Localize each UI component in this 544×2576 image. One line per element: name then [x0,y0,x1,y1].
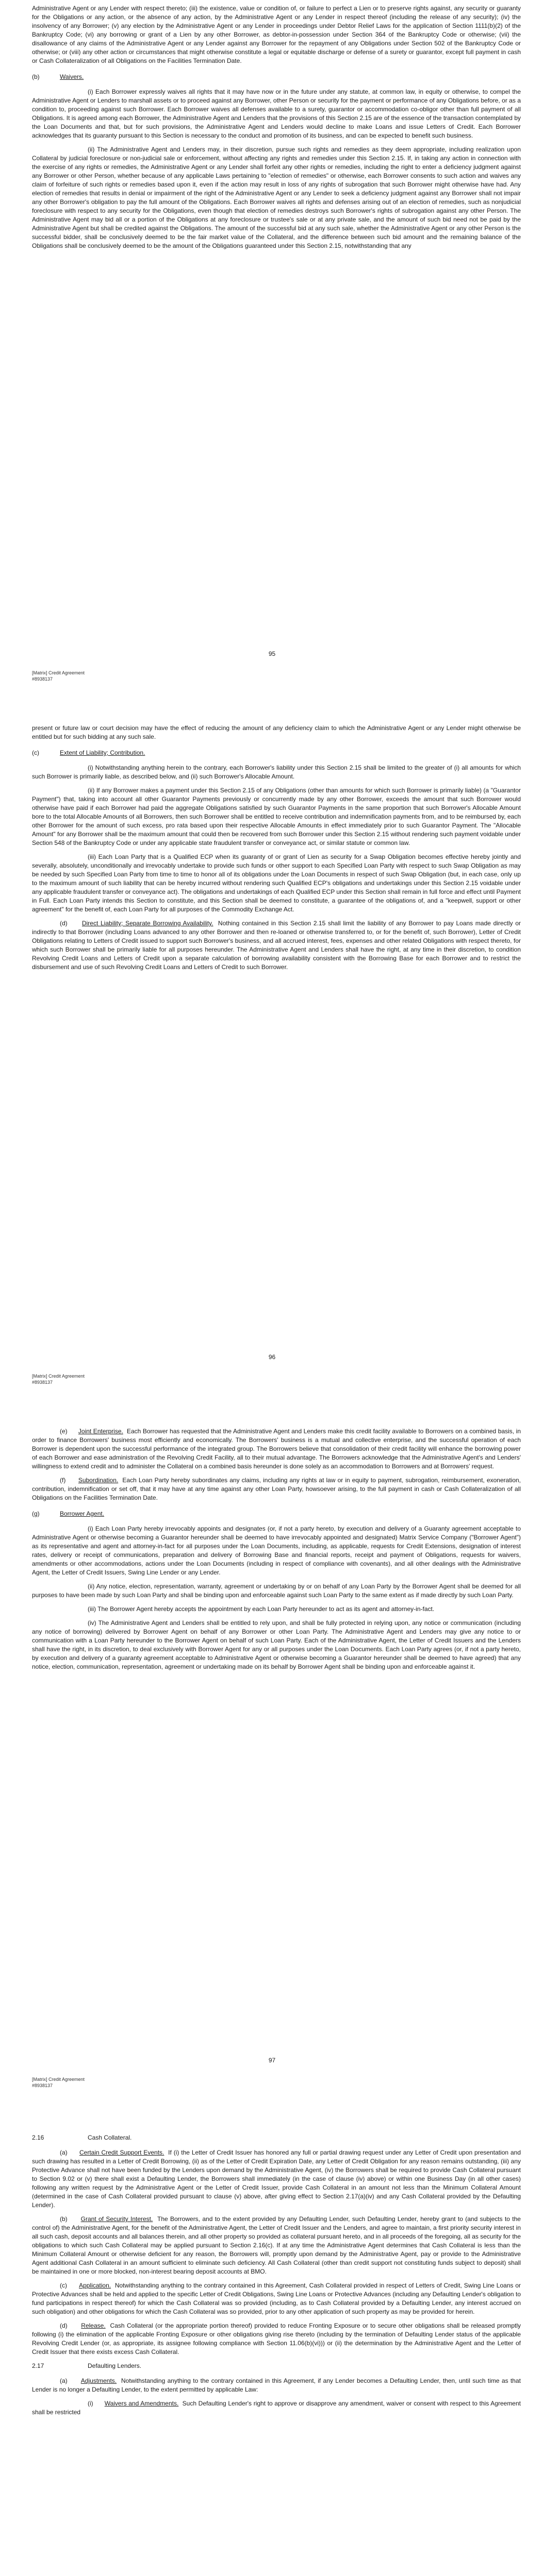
footer-label: [Matrix] Credit Agreement [32,1374,85,1379]
page-number: 96 [268,1353,276,1361]
paragraph-c-i: (i) Notwithstanding anything herein to the contrary, each Borrower's liability under this Section 2.15 shall be limited to the greater of (i) all amounts for which such Borrower is primarily liable, as described below, and (ii) such Borrower's Allocable Amount. [32,764,521,780]
subsection-text: Notwithstanding anything to the contrary contained in this Agreement, if any Lender becomes a Defaulting Lender, then, until such time as that Lender is no longer a Defaulting Lender, to the extent permitted by applicable Law: [32,2377,521,2393]
subsection-title: Grant of Security Interest. [80,2215,153,2223]
paragraph-b-i: (i) Each Borrower expressly waives all rights that it may have now or in the future under any statute, at common law, in equity or otherwise, to compel the Administrative Agent or Lenders to marshall assets or to proceed against any Borrower, other Person or security for the payment or performance of any Obligations before, or as a condition to, proceeding against such Borrower. Each Borrower waives all defenses available to a surety, guarantor or accommodation co-obligor other than full payment of all Obligations. It is agreed among each Borrower, the Administrative Agent and Lenders that the provisions of this Section 2.15 are of the essence of the transaction contemplated by the Loan Documents and that, but for such provisions, the Administrative Agent and Lenders would decline to make Loans and issue Letters of Credit. Each Borrower acknowledges that its guaranty pursuant to this Section is necessary to the conduct and promotion of its business, and can be expected to benefit such business. [32,88,521,139]
paragraph-2-17-a-i [32,2399,521,2417]
subsection-number: (b) [32,73,40,80]
subsection-title: Adjustments. [80,2377,117,2384]
subsection-title: Subordination. [78,1477,119,1484]
subsection-g-heading [32,1510,521,1518]
section-2-17-heading [32,2362,521,2370]
subsection-number: (c) [32,749,39,756]
paragraph-2-16-b [32,2215,521,2276]
page-95 [0,0,544,701]
subsection-text: Each Borrower has requested that the Administrative Agent and Lenders make this credit facility available to Borrowers on a combined basis, in order to finance Borrowers' business most efficiently and economically. The Borrowers' business is a mutual and collective enterprise, and the successful operation of each Borrower is dependent upon the successful performance of the integrated group. The Borrowers believe that consolidation of their credit facility will enhance the borrowing power of each Borrower and ease administration of the Revolving Credit Facility, all to their mutual advantage. The Borrowers acknowledge that the Administrative Agent's and Lenders' willingness to extend credit and to administer the Collateral on a combined basis hereunder is done solely as an accommodation to Borrowers and at Borrowers' request. [32,1428,521,1470]
subsection-text: If (i) the Letter of Credit Issuer has honored any full or partial drawing request under any Letter of Credit upon presentation and such drawing has resulted in a Letter of Credit Borrowing, (ii) as of the Letter of Credit Expiration Date, any Letter of Credit Obligation for any reason remains outstanding, (iii) any Protective Advance shall not have been funded by the Lenders upon demand by the Administrative Agent, (iv) the Borrowers shall be required to provide Cash Collateral pursuant to Section 9.02 or (v) there shall exist a Defaulting Lender, the Borrowers shall immediately (in the case of clause (iv) above) or within one Business Day (in all other cases) following any written request by the Administrative Agent or the Letter of Credit Issuer, provide Cash Collateral in an amount not less than the Minimum Collateral Amount (determined in the case of Cash Collateral provided pursuant to clause (v) above, after giving effect to Section 2.17(a)(iv) and any Cash Collateral provided by the Defaulting Lender). [32,2149,521,2209]
paragraph-2-16-c [32,2281,521,2316]
paragraph-c-iii: (iii) Each Loan Party that is a Qualified ECP when its guaranty of or grant of Lien as security for a Swap Obligation becomes effective hereby jointly and severally, absolutely, unconditionally and irrevocably undertake to provide such funds or other support to each Specified Loan Party with respect to such Swap Obligation as may be needed by such Specified Loan Party from time to time to honor all of its obligations under the Loan Documents in respect of such Swap Obligation (but, in each case, only up to the maximum amount of such liability that can be hereby incurred without rendering such Qualified ECP's obligations and undertakings under this Section 2.15 voidable under any applicable fraudulent transfer or conveyance act). The obligations and undertakings of each Qualified ECP under this Section shall remain in full force and effect until Payment in Full. Each Loan Party intends this Section to constitute, and this Section shall be deemed to constitute, a guarantee of the obligations of, and a "keepwell, support or other agreement" for the benefit of, each Loan Party for all purposes of the Commodity Exchange Act. [32,853,521,913]
subsection-title: Certain Credit Support Events. [79,2149,164,2156]
subsection-number: (c) [60,2282,67,2289]
subsection-text: Notwithstanding anything to the contrary contained in this Agreement, Cash Collateral provided in respect of Letters of Credit, Swing Line Loans or Protective Advances shall be held and applied to the specific Letter of Credit Obligations, Swing Line Loans or Protective Advances (including any Defaulting Lender's obligation to fund participations in respect thereof) for which the Cash Collateral was so provided (including, as to Cash Collateral provided by a Defaulting Lender, any interest accrued on such obligation) and other obligations for which the Cash Collateral was so provided, prior to any other application of such property as may be provided for herein. [32,2282,521,2315]
footer-label: [Matrix] Credit Agreement [32,2077,85,2082]
paragraph-intro: present or future law or court decision may have the effect of reducing the amount of any deficiency claim to which the Administrative Agent or any Lender might otherwise be entitled but for such bidding at any such sale. [32,724,521,740]
page-footer [32,1373,85,1385]
subsection-text: The Borrowers, and to the extent provided by any Defaulting Lender, such Defaulting Lender, hereby grant to (and subjects to the control of) the Administrative Agent, for the benefit of the Administrative Agent, the Letter of Credit Issuer and the Lenders, and agree to maintain, a first priority security interest in all such cash, deposit accounts and all balances therein, and all other property so provided as collateral pursuant hereto, and in all proceeds of the foregoing, all as security for the obligations to which such Cash Collateral may be applied pursuant to Section 2.16(c). If at any time the Administrative Agent determines that Cash Collateral is less than the Minimum Collateral Amount or otherwise deficient for any reason, the Borrowers will, promptly upon demand by the Administrative Agent, pay or provide to the Administrative Agent additional Cash Collateral in an amount sufficient to eliminate such deficiency. All Cash Collateral (other than credit support not constituting funds subject to deposit) shall be maintained in one or more blocked, non-interest bearing deposit accounts at BMO. [32,2215,521,2275]
paragraph-g-iii: (iii) The Borrower Agent hereby accepts the appointment by each Loan Party hereunder to act as its agent and attorney-in-fact. [88,1605,435,1613]
subsection-number: (a) [60,2377,68,2384]
subsection-number: (d) [60,920,68,927]
subsection-title: Application. [79,2282,111,2289]
page-footer [32,670,85,682]
subsection-title: Joint Enterprise. [78,1428,123,1435]
paragraph-d [32,919,521,972]
paragraph-g-ii: (ii) Any notice, election, representation, warranty, agreement or undertaking by or on behalf of any Loan Party by the Borrower Agent shall be deemed for all purposes to have been made by such Loan Party and shall be binding upon and enforceable against such Loan Party to the same extent as if made directly by such Loan Party. [32,1583,521,1599]
paragraph-g-iv: (iv) The Administrative Agent and Lenders shall be entitled to rely upon, and shall be fully protected in relying upon, any notice or communication (including any notice of borrowing) delivered by Borrower Agent on behalf of any Borrower or other Loan Party. The Administrative Agent and Lenders may give any notice to or communication with a Loan Party hereunder to the Borrower Agent on behalf of such Loan Party. Each of the Administrative Agent, the Letter of Credit Issuers and the Lenders shall have the right, in its discretion, to deal exclusively with Borrower Agent for any or all purposes under the Loan Documents. Each Loan Party agrees (or, if not a party hereto, by execution and delivery of a guaranty agreement acceptable to Administrative Agent or otherwise becoming a Guarantor hereunder shall be deemed to have agreed) that any notice, election, communication, representation, agreement or undertaking made on its behalf by Borrower Agent shall be binding upon and enforceable against it. [32,1619,521,1670]
paragraph-g-i: (i) Each Loan Party hereby irrevocably appoints and designates (or, if not a party hereto, by execution and delivery of a Guaranty agreement acceptable to Administrative Agent or otherwise becoming a Guarantor hereunder shall be deemed to have irrevocably appointed and designated) Matrix Service Company ("Borrower Agent") as its representative and agent and attorney-in-fact for all purposes under the Loan Documents, including, as applicable, requests for Credit Extensions, designation of interest rates, delivery or receipt of communications, preparation and delivery of Borrowing Base and financial reports, receipt and payment of Obligations, requests for waivers, amendments or other accommodations, actions under the Loan Documents (including in respect of compliance with covenants), and all other dealings with the Administrative Agent, the Letter of Credit Issuers, Swing Line Lender or any Lender. [32,1525,521,1576]
clause-number: (i) [88,2400,93,2407]
subsection-text: Each Loan Party hereby subordinates any claims, including any rights at law or in equity to payment, subrogation, reimbursement, exoneration, contribution, indemnification or set off, that it may have at any time against any other Loan Party, howsoever arising, to the full payment in cash or Cash Collateralization of all Obligations on the Facilities Termination Date. [32,1477,521,1501]
subsection-number: (d) [60,2322,68,2329]
paragraph-intro: Administrative Agent or any Lender with respect thereto; (iii) the existence, value or condition of, or failure to perfect a Lien or to preserve rights against, any security or guaranty for the Obligations or any action, or the absence of any action, by the Administrative Agent or any Lender in respect thereof (including the release of any security); (iv) the insolvency of any Borrower; (v) any election by the Administrative Agent or any Lender in proceedings under Debtor Relief Laws for the application of Section 1111(b)(2) of the Bankruptcy Code; (vi) any borrowing or grant of a Lien by any other Borrower, as debtor-in-possession under Section 364 of the Bankruptcy Code or otherwise; (vii) the disallowance of any claims of the Administrative Agent or any Lender against any Borrower for the repayment of any Obligations under Section 502 of the Bankruptcy Code or otherwise; or (viii) any other action or circumstances that might otherwise constitute a legal or equitable discharge or defense of a surety or guarantor, except full payment in cash or Cash Collateralization of all Obligations on the Facilities Termination Date. [32,5,521,64]
paragraph-c-ii: (ii) If any Borrower makes a payment under this Section 2.15 of any Obligations (other than amounts for which such Borrower is primarily liable) (a "Guarantor Payment") that, taking into account all other Guarantor Payments previously or concurrently made by any other Borrower, exceeds the amount that such Borrower would otherwise have paid if each Borrower had paid the aggregate Obligations satisfied by such Guarantor Payments in the same proportion that such Borrower's Allocable Amount bore to the total Allocable Amounts of all Borrowers, then such Borrower shall be entitled to receive contribution and indemnification payments from, and to be reimbursed by, each other Borrower for the amount of such excess, pro rata based upon their respective Allocable Amounts in effect immediately prior to such Guarantor Payment. The "Allocable Amount" for any Borrower shall be the maximum amount that could then be recovered from such Borrower under this Section 2.15 without rendering such payment voidable under Section 548 of the Bankruptcy Code or under any applicable state fraudulent transfer or conveyance act, or similar statute or common law. [32,787,521,846]
subsection-number: (g) [32,1510,40,1517]
footer-id: #8938137 [32,676,53,682]
paragraph-f [32,1476,521,1502]
clause-text: Such Defaulting Lender's right to approve or disapprove any amendment, waiver or consent with respect to this Agreement shall be restricted [32,2400,521,2416]
subsection-number: (f) [60,1477,66,1484]
page-97 [0,1406,544,2107]
page-98 [0,2110,544,2576]
paragraph-e [32,1427,521,1471]
page-96 [0,703,544,1404]
footer-id: #8938137 [32,1380,53,1385]
subsection-title: Borrower Agent. [60,1510,105,1517]
subsection-text: Cash Collateral (or the appropriate portion thereof) provided to reduce Fronting Exposure or to secure other obligations shall be released promptly following (i) the elimination of the applicable Fronting Exposure or other obligations giving rise thereto (including by the termination of Defaulting Lender status of the applicable Revolving Credit Lender (or, as appropriate, its assignee following compliance with Section 11.06(b)(vi))) or (ii) the determination by the Administrative Agent and the Letter of Credit Issuer that there exists excess Cash Collateral. [32,2322,521,2355]
subsection-title: Waivers. [60,73,84,80]
page-number: 95 [268,650,276,657]
section-number: 2.17 [32,2362,44,2369]
section-title: Defaulting Lenders. [88,2362,142,2369]
subsection-title: Release. [81,2322,106,2329]
subsection-c-heading [32,749,521,757]
subsection-number: (b) [60,2215,68,2223]
subsection-text: Nothing contained in this Section 2.15 shall limit the liability of any Borrower to pay Loans made directly or indirectly to that Borrower (including Loans advanced to any other Borrower and then re-loaned or otherwise transferred to, or for the benefit of, such Borrower), Letter of Credit Obligations relating to Letters of Credit issued to support such Borrower's business, and all accrued interest, fees, expenses and other related Obligations with respect thereto, for which such Borrower shall be primarily liable for all purposes hereunder. The Administrative Agent and Lenders shall have the right, at any time in their discretion, to condition Revolving Credit Loans and Letters of Credit upon a separate calculation of borrowing availability consistent with the Borrowing Base for each Borrower and to restrict the disbursement and use of such Revolving Credit Loans and Letters of Credit to such Borrower. [32,920,521,971]
section-number: 2.16 [32,2134,44,2141]
subsection-number: (e) [60,1428,68,1435]
paragraph-2-16-d [32,2321,521,2357]
paragraph-2-17-a [32,2377,521,2394]
subsection-title: Extent of Liability; Contribution. [60,749,145,756]
clause-title: Waivers and Amendments. [104,2400,179,2407]
page-footer [32,2076,85,2089]
subsection-b-heading [32,73,521,81]
section-2-16-heading [32,2133,521,2142]
section-title: Cash Collateral. [88,2134,132,2141]
subsection-number: (a) [60,2149,68,2156]
paragraph-2-16-a [32,2148,521,2210]
page-number: 97 [268,2057,276,2064]
footer-id: #8938137 [32,2083,53,2088]
subsection-title: Direct Liability; Separate Borrowing Availability. [81,920,213,927]
paragraph-b-ii: (ii) The Administrative Agent and Lenders may, in their discretion, pursue such rights and remedies as they deem appropriate, including realization upon Collateral by judicial foreclosure or non-judicial sale or enforcement, without affecting any rights and remedies under this Section 2.15. If, in taking any action in connection with the exercise of any rights or remedies, the Administrative Agent or any Lender shall forfeit any other rights or remedies, including the right to enter a deficiency judgment against any Borrower or other Person, whether because of any applicable Laws pertaining to "election of remedies" or otherwise, each Borrower consents to such action and waives any claim of forfeiture of such rights or remedies based upon it, even if the action may result in loss of any rights of subrogation that such Borrower might otherwise have had. Any election of remedies that results in denial or impairment of the right of the Administrative Agent or any Lender to seek a deficiency judgment against any Borrower shall not impair any other Borrower's obligation to pay the full amount of the Obligations. Each Borrower waives all rights and defenses arising out of an election of remedies, such as nonjudicial foreclosure with respect to any security for the Obligations, even though that election of remedies destroys such Borrower's rights of subrogation against any other Person. The Administrative Agent may bid all or a portion of the Obligations at any foreclosure or trustee's sale or at any private sale, and the amount of such bid need not be paid by the Administrative Agent but shall be credited against the Obligations. The amount of the successful bid at any such sale, whether the Administrative Agent or any other Person is the successful bidder, shall be conclusively deemed to be the fair market value of the Collateral, and the difference between such bid amount and the remaining balance of the Obligations shall be conclusively deemed to be the amount of the Obligations guaranteed under this Section 2.15, notwithstanding that any [32,146,521,249]
footer-label: [Matrix] Credit Agreement [32,670,85,675]
